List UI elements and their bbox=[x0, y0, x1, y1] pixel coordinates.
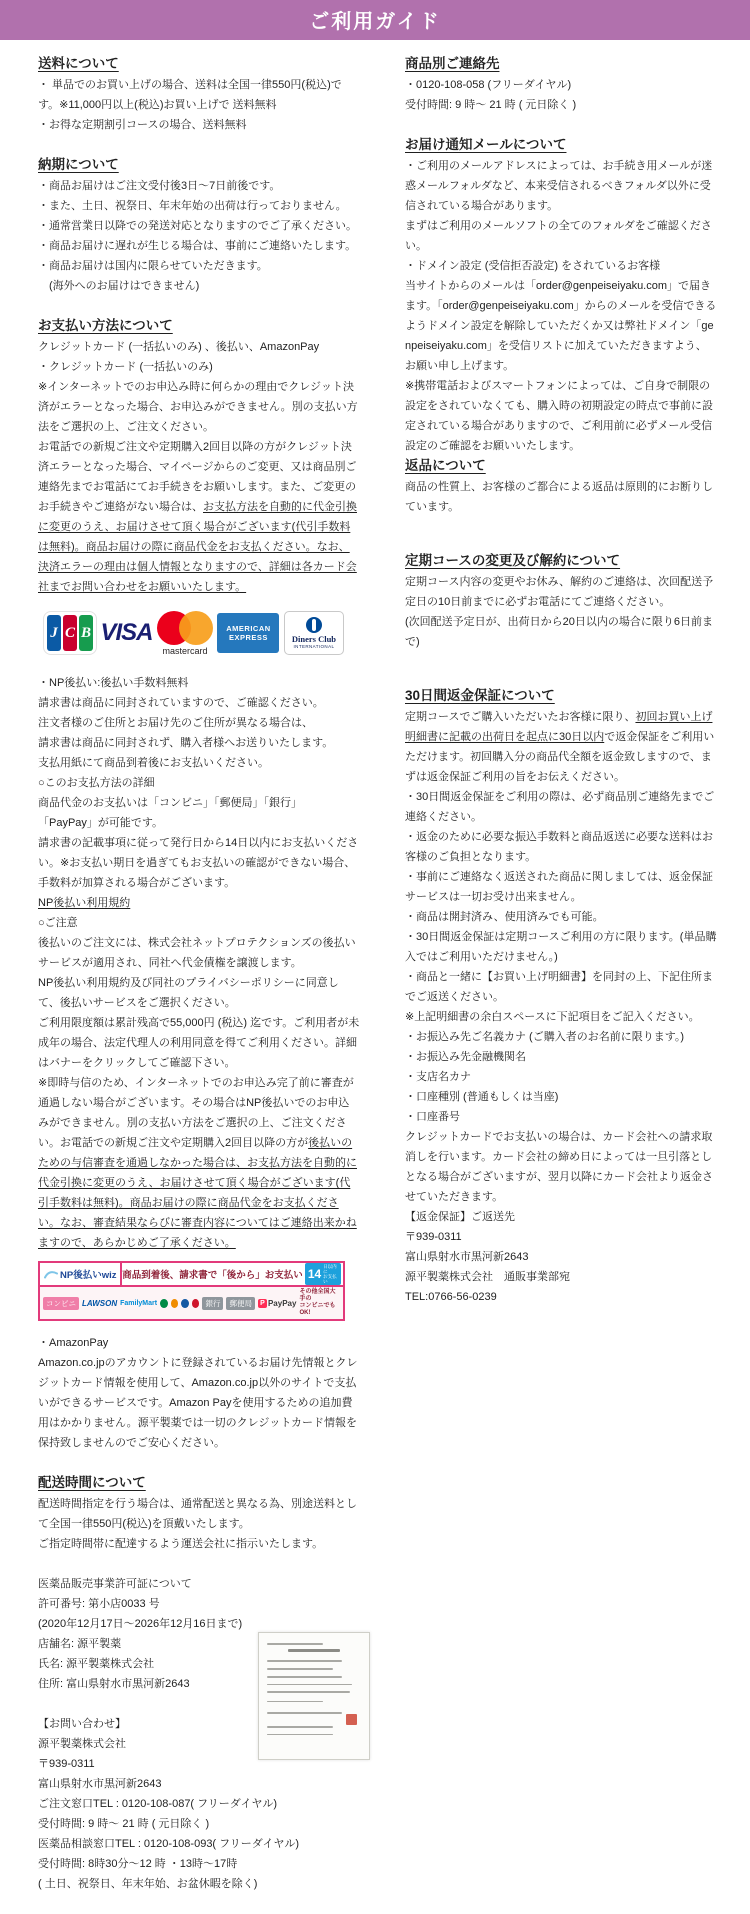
text-line: ・商品お届けに遅れが生じる場合は、事前にご連絡いたします。 bbox=[38, 240, 357, 252]
np-atobarai-banner[interactable] bbox=[38, 1261, 345, 1321]
certificate-line bbox=[267, 1643, 323, 1645]
jcb-letter: B bbox=[79, 615, 93, 651]
text-line: ・NP後払い:後払い手数料無料 bbox=[38, 677, 189, 689]
text-segment: で返金保証をご利用いただけます。初回購入分の商品代全額を返金致しますので、まずは返金保証ご利用の旨をお伝えください。 bbox=[405, 731, 715, 783]
section-payment bbox=[38, 316, 360, 597]
text-line: 富山県射水市黒河新2643 bbox=[405, 1251, 529, 1263]
text-line: クレジットカードでお支払いの場合は、カード会社への請求取消しを行います。カード会社の締め日によっては一旦引落としとなる場合がございますが、翌月以降にカード会社より返金させていただきます。 bbox=[405, 1131, 713, 1203]
section-shipping-title: 送料について bbox=[38, 56, 119, 71]
amazonpay-body: Amazon.co.jpのアカウントに登録されているお届け先情報とクレジットカード情報を使用して、Amazon.co.jp以外のサイトで支払いができるサービスです。Amazon Payを使用するための追加費用はかかりません。源平製薬では一切のクレジットカード情報を保持致しませんのでご安心ください。 bbox=[38, 1357, 358, 1449]
text-line: 配送時間指定を行う場合は、通常配送と異なる為、別途送料として全国一律550円(税込)を頂戴いたします。 bbox=[38, 1498, 357, 1530]
np-atobarai-body-2 bbox=[38, 933, 360, 1073]
text-line: ※携帯電話およびスマートフォンによっては、ご自身で制限の設定をされていなくても、購入時の初期設定の時点で事前に設定されている場合がありますので、ご利用前に必ずメール受信設定のご確認をお願いいたします。 bbox=[405, 380, 713, 452]
text-line: ・商品と一緒に【お買い上げ明細書】を同封の上、下記住所までご返送ください。 bbox=[405, 971, 713, 1003]
section-delivery-time bbox=[38, 1473, 360, 1554]
section-np-atobarai bbox=[38, 673, 360, 1253]
section-delivery-title: 納期について bbox=[38, 157, 119, 172]
text-line: (次回配送予定日が、出荷日から20日以内の場合に限り6日前まで) bbox=[405, 616, 714, 648]
left-column bbox=[38, 54, 360, 1914]
text-line: ご指定時間帯に配達するよう運送会社に指示いたします。 bbox=[38, 1538, 324, 1550]
text-line: ご利用限度額は累計残高で55,000円 (税込) 迄です。ご利用者が未成年の場合、法定代理人の利用同意を得てご利用ください。詳細はバナーをクリックしてご確認下さい。 bbox=[38, 1017, 360, 1069]
section-contact-by-product-title: 商品別ご連絡先 bbox=[405, 56, 500, 71]
text-line: ご注文窓口TEL : 0120-108-087( フリーダイヤル) bbox=[38, 1798, 278, 1810]
text-line: 許可番号: 第小店0033 号 bbox=[38, 1598, 160, 1610]
text-line: クレジットカード (一括払いのみ) 、後払い、AmazonPay bbox=[38, 341, 320, 353]
text-line: 〒939-0311 bbox=[405, 1231, 462, 1243]
jcb-card-logo bbox=[44, 612, 96, 654]
jcb-letter: C bbox=[63, 615, 77, 651]
text-line: ○このお支払方法の詳細 bbox=[38, 777, 155, 789]
text-line: ・0120-108-058 (フリーダイヤル) bbox=[405, 79, 572, 91]
np-badge-number: 14 bbox=[307, 1267, 322, 1281]
text-line: NP後払い利用規約及び同社のプライバシーポリシーに同意して、後払いサービスをご選択ください。 bbox=[38, 977, 339, 1009]
section-subscription-body bbox=[405, 572, 717, 652]
lawson-logo: LAWSON bbox=[82, 1298, 118, 1308]
np-banner-top-row bbox=[40, 1263, 343, 1287]
section-mail-notice-title: お届け通知メールについて bbox=[405, 137, 567, 152]
section-subscription-title: 定期コースの変更及び解約について bbox=[405, 553, 621, 568]
np-badge-text: 日以内に お支払い bbox=[323, 1264, 337, 1284]
certificate-line bbox=[267, 1734, 333, 1736]
text-line: (2020年12月17日〜2026年12月16日まで) bbox=[38, 1618, 243, 1630]
section-payment-body bbox=[38, 337, 360, 437]
certificate-line bbox=[267, 1691, 350, 1693]
text-line: 定期コース内容の変更やお休み、解約のご連絡は、次回配送予定日の10日前までに必ずお電話にてご連絡ください。 bbox=[405, 576, 714, 608]
amex-label: AMERICAN bbox=[226, 623, 271, 633]
amex-label: EXPRESS bbox=[229, 632, 268, 642]
text-line: ・お振込み先金融機関名 bbox=[405, 1051, 526, 1063]
section-contact-by-product bbox=[405, 54, 717, 115]
text-line: 店舗名: 源平製薬 bbox=[38, 1638, 122, 1650]
section-returns-title: 返品について bbox=[405, 458, 486, 473]
section-delivery bbox=[38, 155, 360, 296]
certificate-line bbox=[267, 1676, 342, 1678]
section-payment-title: お支払い方法について bbox=[38, 318, 173, 333]
text-line: 受付時間: 8時30分〜12 時 ・13時〜17時 bbox=[38, 1858, 238, 1870]
text-line: ・口座番号 bbox=[405, 1111, 460, 1123]
mastercard-logo bbox=[157, 611, 213, 656]
page-title: ご利用ガイド bbox=[0, 0, 750, 40]
familymart-logo: FamilyMart bbox=[120, 1299, 158, 1307]
text-line: ・返金のために必要な振込手数料と商品返送に必要な送料はお客様のご負担となります。 bbox=[405, 831, 713, 863]
credit-card-logo-row bbox=[44, 609, 344, 657]
post-office-badge: 郵便局 bbox=[226, 1297, 255, 1310]
text-line: ・30日間返金保証は定期コースご利用の方に限ります。(単品購入ではご利用いただけません。) bbox=[405, 931, 717, 963]
section-guarantee-title: 30日間返金保証について bbox=[405, 688, 555, 703]
text-line: 受付時間: 9 時〜 21 時 ( 元日除く ) bbox=[38, 1818, 210, 1830]
section-license-title: 医薬品販売事業許可証について bbox=[38, 1578, 192, 1590]
certificate-line bbox=[267, 1726, 333, 1728]
license-certificate-image bbox=[258, 1632, 370, 1760]
section-returns bbox=[405, 456, 717, 517]
text-line: 源平製薬株式会社 通販事業部宛 bbox=[405, 1271, 570, 1283]
text-line: ・商品お届けはご注文受付後3日〜7日前後です。 bbox=[38, 180, 281, 192]
text-line: ・ドメイン設定 (受信拒否設定) をされているお客様 bbox=[405, 260, 661, 272]
paypay-logo: P PayPay bbox=[258, 1299, 296, 1308]
jcb-letter: J bbox=[47, 615, 61, 651]
certificate-red-stamp bbox=[346, 1714, 357, 1725]
certificate-line bbox=[267, 1668, 333, 1670]
certificate-line bbox=[267, 1712, 342, 1714]
section-delivery-body bbox=[38, 176, 360, 296]
section-subscription bbox=[405, 551, 717, 652]
guarantee-return-address bbox=[405, 1207, 717, 1307]
section-amazonpay bbox=[38, 1333, 360, 1453]
konbini-badge: コンビニ bbox=[43, 1297, 79, 1310]
certificate-line bbox=[267, 1684, 352, 1686]
text-line: ・支店名カナ bbox=[405, 1071, 471, 1083]
visa-card-logo: VISA bbox=[100, 619, 153, 646]
text-line: 医薬品相談窓口TEL : 0120-108-093( フリーダイヤル) bbox=[38, 1838, 300, 1850]
diners-club-logo bbox=[284, 611, 344, 655]
text-line: 源平製薬株式会社 bbox=[38, 1738, 126, 1750]
text-line: 「PayPay」が可能です。 bbox=[38, 817, 164, 829]
mastercard-circles-icon bbox=[157, 611, 213, 645]
text-line: TEL:0766-56-0239 bbox=[405, 1291, 497, 1303]
text-line: ・事前にご連絡なく返送された商品に関しましては、返金保証サービスは一切お受け出来ません。 bbox=[405, 871, 713, 903]
text-line: 商品代金のお支払いは「コンビニ」「郵便局」「銀行」 bbox=[38, 797, 302, 809]
section-mail-notice-body bbox=[405, 156, 717, 456]
text-line: (海外へのお届けはできません) bbox=[38, 280, 200, 292]
section-contact-by-product-body bbox=[405, 75, 717, 115]
np-14days-badge bbox=[305, 1263, 341, 1285]
text-line: ・商品は開封済み、使用済みでも可能。 bbox=[405, 911, 604, 923]
text-segment-underlined: 初回お買い上げ明細書に記載の出荷日を起点に30日以内 bbox=[405, 711, 713, 743]
text-line: ※上記明細書の余白スペースに下記項目をご記入ください。 bbox=[405, 1011, 700, 1023]
np-atobarai-body-1 bbox=[38, 673, 360, 893]
daily-yamazaki-icon bbox=[171, 1299, 179, 1308]
np-terms-link[interactable]: NP後払い利用規約 bbox=[38, 897, 131, 909]
text-line: ※インターネットでのお申込み時に何らかの理由でクレジット決済がエラーとなった場合、お申込みができません。別の支払い方法をご選択の上、ご注文ください。 bbox=[38, 381, 358, 433]
text-segment: お電話での新規ご注文や定期購入2回目以降の方がクレジット決済エラーとなった場合、マイページからのご変更、又は商品別ご連絡先までお電話にてお手続きをお願いします。また、ご変更のお手続きやご連絡がない場合は、 bbox=[38, 441, 357, 513]
text-line: 氏名: 源平製薬株式会社 bbox=[38, 1658, 155, 1670]
text-line: 注文者様のご住所とお届け先のご住所が異なる場合は、 bbox=[38, 717, 313, 729]
section-delivery-time-body bbox=[38, 1494, 360, 1554]
right-column bbox=[405, 54, 717, 1914]
np-banner-bottom-row bbox=[40, 1287, 343, 1319]
text-line: ・お得な定期割引コースの場合、送料無料 bbox=[38, 119, 247, 131]
text-line: 〒939-0311 bbox=[38, 1758, 95, 1770]
np-banner-headline: 商品到着後、請求書で「後から」お支払い bbox=[122, 1270, 303, 1281]
bank-badge: 銀行 bbox=[202, 1297, 223, 1310]
text-line: ・また、土日、祝祭日、年末年始の出荷は行っておりません。 bbox=[38, 200, 347, 212]
text-segment: ※即時与信のため、インターネットでのお申込み完了前に審査が通過しない場合がございます。その場合はNP後払いでのお申込みができません。別の支払い方法をご選択の上、ご注文ください。お電話での新規ご注文や定期購入2回目以降の方が bbox=[38, 1077, 354, 1149]
diners-circle-icon bbox=[306, 617, 322, 633]
text-segment: 定期コースでご購入いただいたお客様に限り、 bbox=[405, 711, 636, 723]
section-guarantee bbox=[405, 686, 717, 1307]
text-line: 住所: 富山県射水市黒河新2643 bbox=[38, 1678, 190, 1690]
np-logo-text: NP後払いwiz bbox=[60, 1270, 117, 1281]
np-atobarai-wiz-logo bbox=[40, 1267, 120, 1281]
certificate-line bbox=[267, 1660, 342, 1662]
certificate-line bbox=[267, 1701, 323, 1703]
ministop-icon bbox=[181, 1299, 189, 1308]
text-line: 受付時間: 9 時〜 21 時 ( 元日除く ) bbox=[405, 99, 577, 111]
text-line: 【返金保証】ご返送先 bbox=[405, 1211, 515, 1223]
text-line: ・商品お届けは国内に限らせていただきます。 bbox=[38, 260, 268, 272]
text-line: 商品の性質上、お客様のご都合による返品は原則的にお断りしています。 bbox=[405, 481, 713, 513]
text-line: 当サイトからのメールは「order@genpeiseiyaku.com」で届きます。「order@genpeiseiyaku.com」からのメールを受信できるようドメイン設定を解除していただくか又は弊社ドメイン「genpeiseiyaku.com」を受信リストに加えていただきますよう、お願い申し上げます。 bbox=[405, 280, 717, 372]
section-returns-body bbox=[405, 477, 717, 517]
text-line: 請求書は商品に同封されず、購入者様へお送りいたします。 bbox=[38, 737, 334, 749]
text-line: まずはご利用のメールソフトの全てのフォルダをご確認ください。 bbox=[405, 220, 712, 252]
text-line: 請求書の記載事項に従って発行日から14日以内にお支払いください。※お支払い期日を過ぎてもお支払いの確認ができない場合、手数料が加算される場合がございます。 bbox=[38, 837, 359, 889]
diners-label: Diners Club bbox=[291, 634, 337, 644]
amex-card-logo bbox=[217, 613, 279, 653]
text-line: ・ご利用のメールアドレスによっては、お手続き用メールが迷惑メールフォルダなど、本来受信されるべきフォルダ以外に受信されている場合があります。 bbox=[405, 160, 713, 212]
amazonpay-bullet: ・AmazonPay bbox=[38, 1337, 109, 1349]
text-line: 支払用紙にて商品到着後にお支払いください。 bbox=[38, 757, 269, 769]
text-line: 請求書は商品に同封されていますので、ご確認ください。 bbox=[38, 697, 324, 709]
guarantee-intro-paragraph bbox=[405, 707, 717, 787]
diners-sublabel: INTERNATIONAL bbox=[293, 644, 335, 649]
text-line: ・ 単品でのお買い上げの場合、送料は全国一律550円(税込)です。※11,000円以上(税込)お買い上げで 送料無料 bbox=[38, 79, 342, 111]
content-columns bbox=[0, 40, 750, 1914]
text-line: ・30日間返金保証をご利用の際は、必ず商品別ご連絡先までご連絡ください。 bbox=[405, 791, 715, 823]
np-banner-note: その他全国大手の コンビニでもOK! bbox=[299, 1289, 336, 1316]
text-line: ・通常営業日以降での発送対応となりますのでご了承ください。 bbox=[38, 220, 357, 232]
text-segment-underlined: お支払方法を自動的に代金引換に変更のうえ、お届けさせて頂く場合がございます(代引手数料は無料)。商品お届けの際に商品代金をお支払ください。なお、決済エラーの理由は個人情報となりますので、詳細は各カード会社までお問い合わせをお願いいたします。 bbox=[38, 501, 357, 593]
section-guarantee-body bbox=[405, 787, 717, 1207]
np-swoosh-icon bbox=[44, 1269, 58, 1280]
text-segment-underlined: 後払いのための与信審査を通過しなかった場合は、お支払方法を自動的に代金引換に変更のうえ、お届けさせて頂く場合がございます(代引手数料は無料)。商品お届けの際に商品代金をお支払ください。なお、審査結果ならびに審査内容についてはご連絡出来かねますので、あらかじめご了承ください。 bbox=[38, 1137, 357, 1249]
text-line: ( 土日、祝祭日、年末年始、お盆休暇を除く) bbox=[38, 1878, 258, 1890]
seven-eleven-icon bbox=[160, 1299, 168, 1308]
text-line: ・口座種別 (普通もしくは当座) bbox=[405, 1091, 559, 1103]
text-line: ・お振込み先ご名義カナ (ご購入者のお名前に限ります。) bbox=[405, 1031, 685, 1043]
section-delivery-time-title: 配送時間について bbox=[38, 1475, 146, 1490]
certificate-title-line bbox=[288, 1649, 340, 1652]
np-credit-check-paragraph bbox=[38, 1073, 360, 1253]
payment-error-paragraph bbox=[38, 437, 360, 597]
section-shipping-body bbox=[38, 75, 360, 135]
seicomart-icon bbox=[192, 1299, 200, 1308]
text-line: ・クレジットカード (一括払いのみ) bbox=[38, 361, 213, 373]
contact-heading: 【お問い合わせ】 bbox=[38, 1718, 126, 1730]
section-shipping bbox=[38, 54, 360, 135]
license-and-contact-block bbox=[38, 1574, 360, 1894]
mastercard-label: mastercard bbox=[162, 645, 208, 656]
section-mail-notice bbox=[405, 135, 717, 456]
np-caution-heading: ○ご注意 bbox=[38, 917, 78, 929]
text-line: 後払いのご注文には、株式会社ネットプロテクションズの後払いサービスが適用され、同社へ代金債権を譲渡します。 bbox=[38, 937, 356, 969]
text-line: 富山県射水市黒河新2643 bbox=[38, 1778, 162, 1790]
